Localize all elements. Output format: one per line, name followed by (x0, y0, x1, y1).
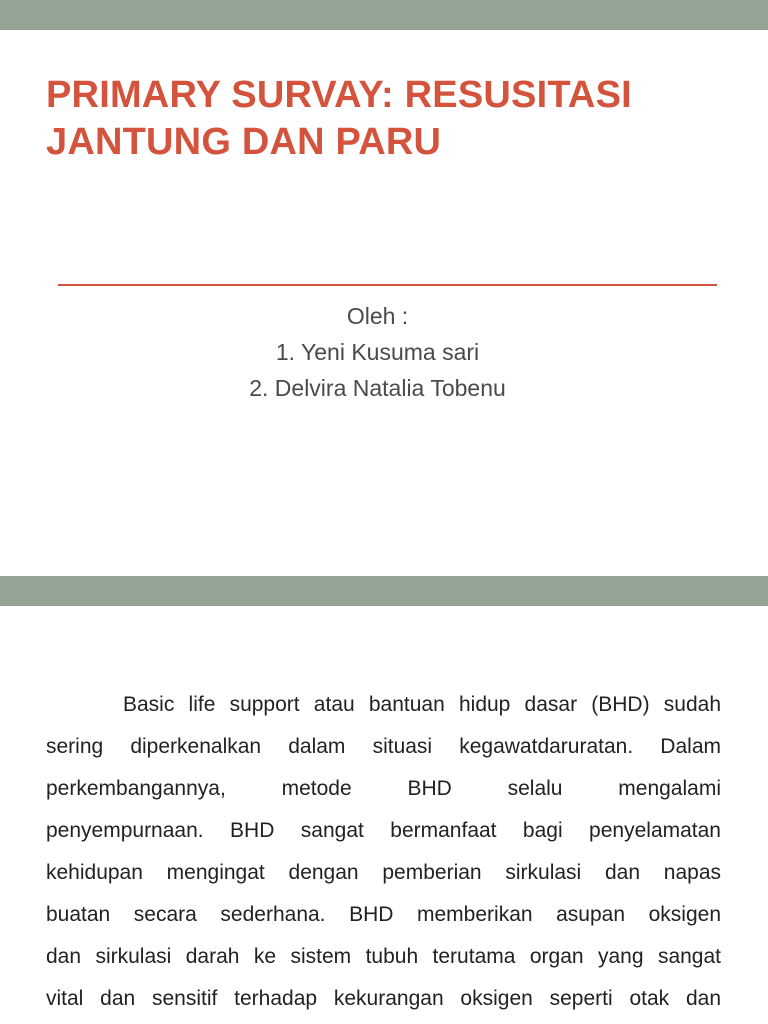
section-separator-band (0, 576, 768, 606)
paragraph-line-7: dan sirkulasi darah ke sistem tubuh terutama organ yang sangat (46, 945, 721, 968)
paragraph-line-2: sering diperkenalkan dalam situasi kegawatdaruratan. Dalam (46, 735, 721, 758)
paragraph-line-3: perkembangannya, metode BHD selalu mengalami (46, 777, 721, 800)
paragraph-line-6: buatan secara sederhana. BHD memberikan asupan oksigen (46, 903, 721, 926)
paragraph-line-8: vital dan sensitif terhadap kekurangan oksigen seperti otak dan (46, 987, 721, 1010)
author-item-2: 2. Delvira Natalia Tobenu (249, 375, 506, 401)
top-decorative-band (0, 0, 768, 30)
slide-title (46, 72, 746, 166)
byline-label: Oleh : (346, 303, 409, 329)
paragraph-line-1: Basic life support atau bantuan hidup dasar (BHD) sudah (123, 693, 721, 716)
author-item-1: 1. Yeni Kusuma sari (275, 339, 480, 365)
slide-title-line-1: PRIMARY SURVAY: RESUSITASI (46, 74, 632, 116)
paragraph-line-4: penyempurnaan. BHD sangat bermanfaat bagi penyelamatan (46, 819, 721, 842)
author-block (0, 298, 755, 406)
title-divider (58, 284, 717, 286)
paragraph-line-5: kehidupan mengingat dengan pemberian sirkulasi dan napas (46, 861, 721, 884)
slide-title-line-2: JANTUNG DAN PARU (46, 121, 442, 163)
body-paragraph (46, 684, 721, 1020)
